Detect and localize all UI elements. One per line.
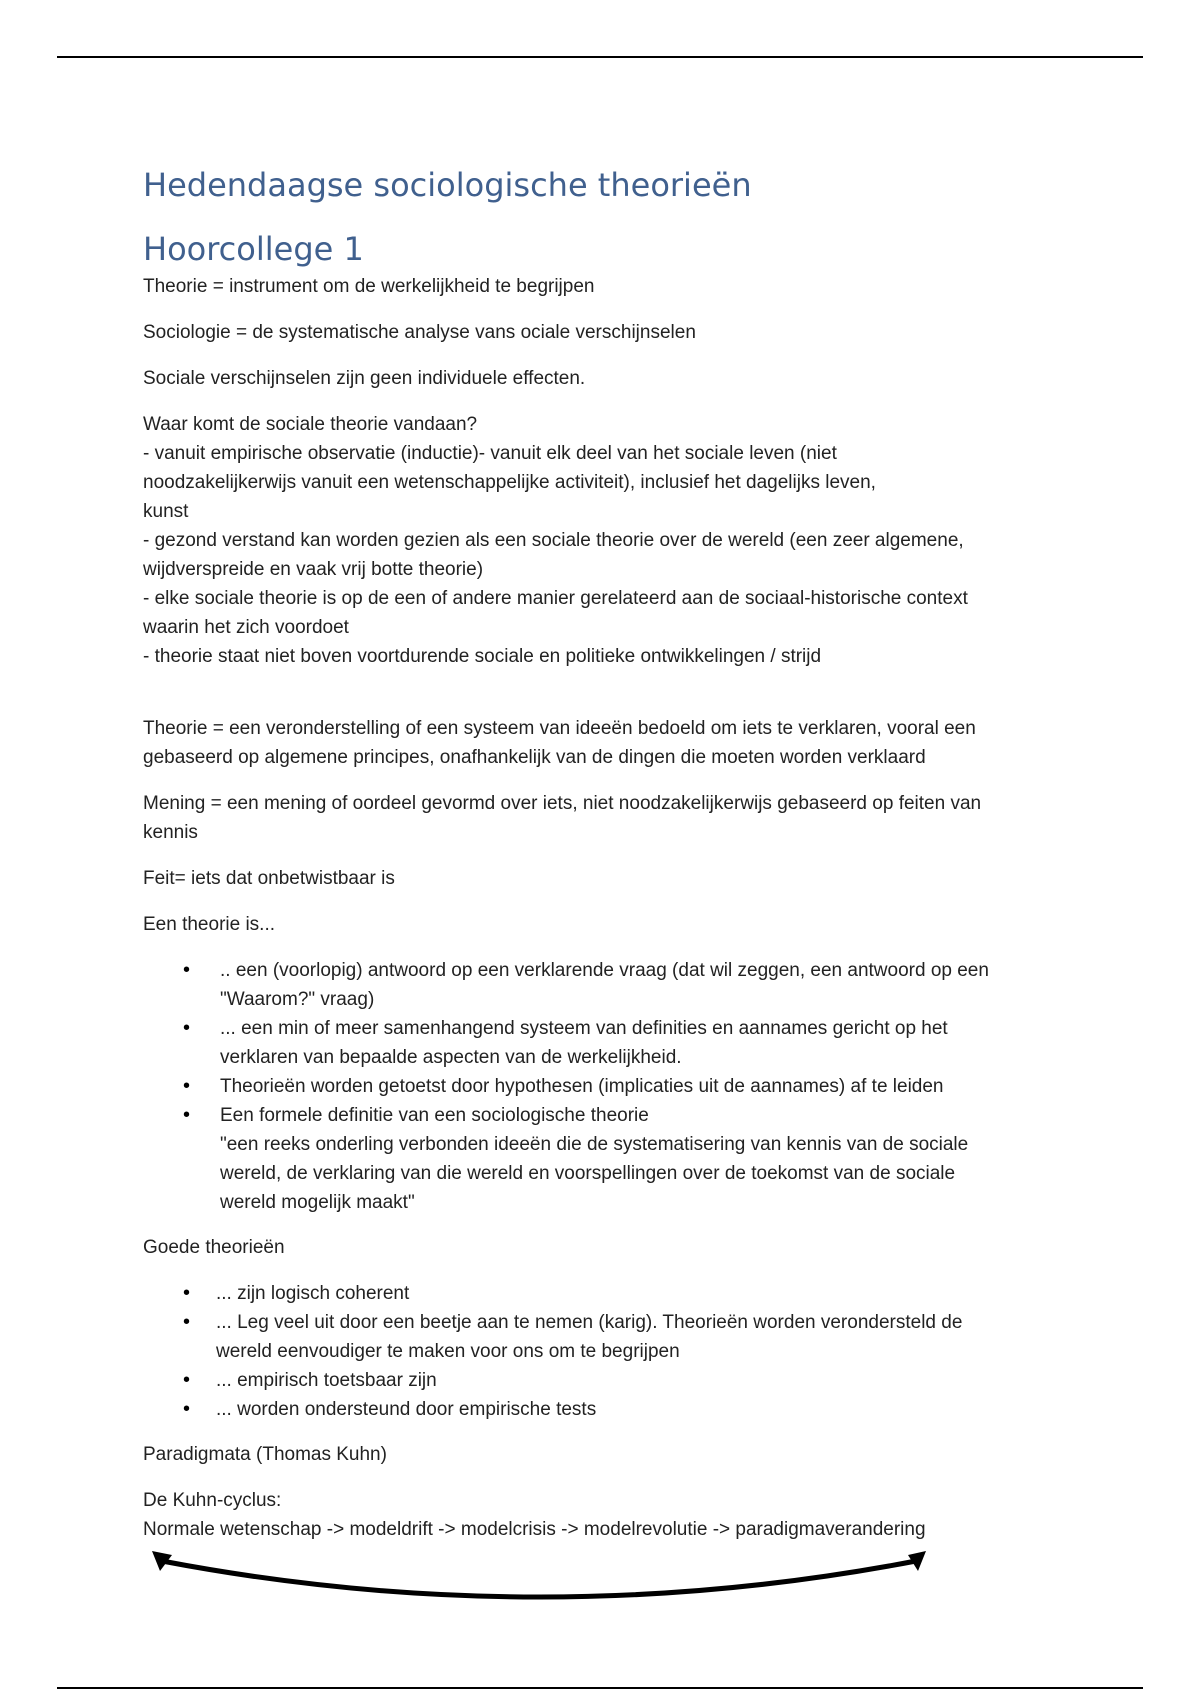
list-item (143, 1279, 1078, 1308)
list-item (143, 1308, 1078, 1366)
origin-line: noodzakelijkerwijs vanuit een wetenschappelijke activiteit), inclusief het dagelijks leven, (143, 472, 876, 493)
top-rule (57, 56, 1143, 58)
list-item (143, 1366, 1078, 1395)
kuhn-heading: De Kuhn-cyclus: (143, 1490, 282, 1511)
list-item-line: • ... empirisch toetsbaar zijn (216, 1370, 437, 1391)
origin-line: - vanuit empirische observatie (inductie)- vanuit elk deel van het sociale leven (niet (143, 443, 837, 464)
definition-line: Theorie = een veronderstelling of een systeem van ideeën bedoeld om iets te verklaren, vooral een (143, 718, 976, 739)
list-item-line: • .. een (voorlopig) antwoord op een verklarende vraag (dat wil zeggen, een antwoord op een (220, 960, 989, 981)
origin-line: - theorie staat niet boven voortdurende sociale en politieke ontwikkelingen / strijd (143, 646, 822, 667)
list-item (143, 1072, 1078, 1101)
theory-is-list (143, 956, 1078, 1217)
theory-definition-short: Theorie = instrument om de werkelijkheid te begrijpen (143, 276, 595, 297)
lecture-heading: Hoorcollege 1 (143, 230, 364, 268)
fact-definition: Feit= iets dat onbetwistbaar is (143, 868, 395, 889)
list-item-line: "Waarom?" vraag) (220, 989, 375, 1010)
cycle-arc-line (162, 1561, 916, 1597)
theory-origin-paragraph (143, 410, 1078, 671)
list-item (143, 1101, 1078, 1217)
list-item-line: • Een formele definitie van een sociologische theorie (220, 1105, 649, 1126)
list-item (143, 956, 1078, 1014)
paradigm-heading: Paradigmata (Thomas Kuhn) (143, 1444, 387, 1465)
definition-line: Mening = een mening of oordeel gevormd over iets, niet noodzakelijkerwijs gebaseerd op feiten van (143, 793, 982, 814)
theory-is-heading: Een theorie is... (143, 914, 276, 935)
list-item-line: wereld, de verklaring van die wereld en voorspellingen over de toekomst van de sociale (220, 1163, 956, 1184)
bottom-rule (57, 1687, 1143, 1689)
good-theories-heading: Goede theorieën (143, 1237, 285, 1258)
document-body (143, 163, 1078, 1544)
list-item-line: "een reeks onderling verbonden ideeën die de systematisering van kennis van de sociale (220, 1134, 969, 1155)
list-item-line: • ... zijn logisch coherent (216, 1283, 410, 1304)
list-item-line: wereld mogelijk maakt" (220, 1192, 415, 1213)
good-theories-list (143, 1279, 1078, 1424)
definition-line: kennis (143, 822, 198, 843)
document-title: Hedendaagse sociologische theorieën (143, 166, 752, 204)
origin-line: wijdverspreide en vaak vrij botte theorie) (143, 559, 484, 580)
list-item-line: • ... worden ondersteund door empirische tests (216, 1399, 597, 1420)
list-item-line: verklaren van bepaalde aspecten van de werkelijkheid. (220, 1047, 682, 1068)
kuhn-cycle-line: Normale wetenschap -> modeldrift -> modelcrisis -> modelrevolutie -> paradigmaverandering (143, 1519, 926, 1540)
origin-heading: Waar komt de sociale theorie vandaan? (143, 414, 478, 435)
origin-line: kunst (143, 501, 189, 522)
opinion-definition (143, 789, 1078, 847)
origin-line: - elke sociale theorie is op de een of andere manier gerelateerd aan de sociaal-historische context (143, 588, 968, 609)
list-item-line: • ... een min of meer samenhangend systeem van definities en aannames gericht op het (220, 1018, 948, 1039)
social-phenomena-statement: Sociale verschijnselen zijn geen individuele effecten. (143, 368, 586, 389)
theory-definition-long (143, 714, 1078, 772)
list-item-line: wereld eenvoudiger te maken voor ons om te begrijpen (216, 1341, 680, 1362)
list-item (143, 1014, 1078, 1072)
definition-line: gebaseerd op algemene principes, onafhankelijk van de dingen die moeten worden verklaard (143, 747, 926, 768)
list-item-line: • Theorieën worden getoetst door hypothesen (implicaties uit de aannames) af te leiden (220, 1076, 944, 1097)
list-item (143, 1395, 1078, 1424)
kuhn-cycle-paragraph (143, 1486, 1078, 1544)
list-item-line: • ... Leg veel uit door een beetje aan te nemen (karig). Theorieën worden verondersteld de (216, 1312, 963, 1333)
cycle-return-arrow (150, 1545, 930, 1615)
origin-line: - gezond verstand kan worden gezien als een sociale theorie over de wereld (een zeer algemene, (143, 530, 964, 551)
origin-line: waarin het zich voordoet (143, 617, 349, 638)
sociology-definition: Sociologie = de systematische analyse vans ociale verschijnselen (143, 322, 696, 343)
